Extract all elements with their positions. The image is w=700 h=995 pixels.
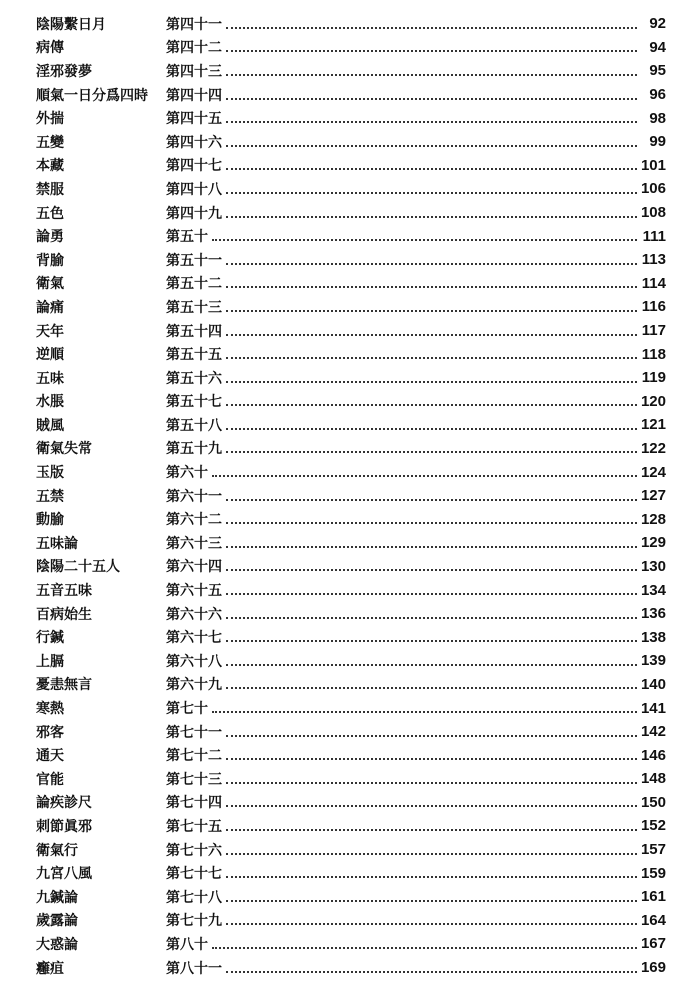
toc-entry-page: 98 [649,109,666,127]
toc-entry-title: 論痛 [36,299,64,316]
toc-entry-page: 95 [649,62,666,80]
toc-entry-page: 94 [649,38,666,56]
toc-entry[interactable] [36,578,666,602]
toc-entry-page: 119 [641,369,666,387]
toc-entry-chapter: 第五十七 [166,394,222,411]
toc-leader-dots [226,499,637,501]
toc-entry[interactable] [36,696,666,720]
toc-entry-page: 128 [640,510,666,528]
toc-entry-chapter: 第五十九 [166,441,222,458]
toc-entry-chapter: 第六十二 [166,512,222,529]
toc-leader-dots [226,404,637,406]
toc-entry-title: 論疾診尺 [36,795,92,812]
toc-entry-title: 禁服 [36,181,64,198]
toc-entry-page: 141 [640,699,666,717]
toc-entry[interactable] [36,767,666,791]
toc-leader-dots [226,617,637,619]
toc-entry-title: 背腧 [36,252,64,269]
toc-entry-chapter: 第五十五 [166,347,222,364]
toc-entry-title: 外揣 [36,111,64,128]
toc-entry-page: 130 [640,557,666,575]
toc-entry-page: 157 [640,841,666,859]
toc-entry[interactable] [36,248,666,272]
toc-entry[interactable] [36,625,666,649]
toc-entry-title: 憂恚無言 [36,677,92,694]
toc-leader-dots [226,168,637,170]
toc-entry[interactable] [36,390,666,414]
toc-leader-dots [226,334,637,336]
toc-entry-chapter: 第六十五 [166,583,222,600]
toc-leader-dots [226,735,637,737]
toc-leader-dots [226,805,637,807]
toc-entry[interactable] [36,720,666,744]
toc-entry-chapter: 第五十一 [166,252,222,269]
toc-entry[interactable] [36,602,666,626]
toc-entry[interactable] [36,177,666,201]
toc-entry-page: 111 [642,227,666,245]
toc-entry-page: 99 [649,133,666,151]
toc-entry[interactable] [36,201,666,225]
toc-entry[interactable] [36,106,666,130]
toc-entry-chapter: 第六十六 [166,606,222,623]
toc-entry-chapter: 第四十八 [166,181,222,198]
toc-entry[interactable] [36,649,666,673]
toc-entry-page: 139 [640,652,666,670]
toc-entry-page: 113 [641,251,666,269]
toc-entry-page: 124 [640,463,666,481]
toc-entry-title: 衛氣 [36,276,64,293]
toc-entry-chapter: 第七十九 [166,913,222,930]
toc-leader-dots [226,829,637,831]
toc-entry-chapter: 第四十六 [166,134,222,151]
toc-entry-chapter: 第四十七 [166,158,222,175]
toc-entry-title: 衛氣失常 [36,441,92,458]
toc-entry-title: 五味論 [36,535,78,552]
toc-leader-dots [226,216,637,218]
toc-entry-chapter: 第七十 [166,701,208,718]
toc-entry-title: 歲露論 [36,913,78,930]
toc-entry-chapter: 第四十五 [166,111,222,128]
toc-leader-dots [212,711,637,713]
toc-entry-title: 玉版 [36,465,64,482]
toc-leader-dots [226,381,637,383]
toc-leader-dots [226,428,637,430]
toc-entry[interactable] [36,885,666,909]
toc-leader-dots [226,664,637,666]
toc-entry[interactable] [36,130,666,154]
toc-leader-dots [226,758,637,760]
toc-entry-chapter: 第七十七 [166,866,222,883]
toc-entry-chapter: 第五十 [166,229,208,246]
toc-leader-dots [226,192,637,194]
toc-entry-chapter: 第四十三 [166,63,222,80]
toc-entry-title: 五色 [36,205,64,222]
toc-entry-title: 病傳 [36,40,64,57]
toc-leader-dots [226,876,637,878]
toc-entry-chapter: 第八十一 [166,960,222,977]
toc-entry-chapter: 第六十 [166,465,208,482]
toc-entry-page: 106 [640,180,666,198]
toc-entry-page: 148 [640,770,666,788]
toc-leader-dots [226,971,637,973]
toc-entry[interactable] [36,12,666,36]
toc-leader-dots [226,900,637,902]
toc-entry[interactable] [36,555,666,579]
toc-entry-page: 136 [640,605,666,623]
toc-entry-page: 101 [640,156,666,174]
toc-leader-dots [226,569,637,571]
toc-entry-chapter: 第七十八 [166,889,222,906]
toc-entry[interactable] [36,59,666,83]
toc-entry-page: 116 [641,298,666,316]
toc-entry-chapter: 第五十四 [166,323,222,340]
toc-entry-title: 衛氣行 [36,842,78,859]
toc-entry-title: 癰疽 [36,960,64,977]
toc-leader-dots [226,263,637,265]
toc-entry[interactable] [36,743,666,767]
toc-entry-title: 本藏 [36,158,64,175]
toc-entry-title: 動腧 [36,512,64,529]
toc-entry-title: 五禁 [36,488,64,505]
toc-entry-chapter: 第七十四 [166,795,222,812]
toc-entry[interactable] [36,272,666,296]
toc-entry-chapter: 第六十七 [166,630,222,647]
toc-entry-title: 賊風 [36,417,64,434]
toc-leader-dots [226,782,637,784]
toc-leader-dots [226,451,637,453]
toc-entry-chapter: 第六十八 [166,653,222,670]
toc-leader-dots [226,50,637,52]
toc-entry[interactable] [36,295,666,319]
toc-entry-chapter: 第七十五 [166,818,222,835]
toc-entry-chapter: 第七十一 [166,724,222,741]
toc-entry[interactable] [36,814,666,838]
toc-entry-page: 118 [641,345,666,363]
toc-entry[interactable] [36,36,666,60]
toc-entry-chapter: 第六十一 [166,488,222,505]
toc-entry-page: 150 [640,793,666,811]
toc-entry-page: 121 [640,416,666,434]
toc-leader-dots [226,145,637,147]
toc-entry-chapter: 第六十四 [166,559,222,576]
toc-entry-chapter: 第四十二 [166,40,222,57]
toc-leader-dots [226,357,637,359]
toc-entry-chapter: 第五十二 [166,276,222,293]
toc-entry-title: 邪客 [36,724,64,741]
toc-entry[interactable] [36,224,666,248]
toc-entry-page: 92 [649,15,666,33]
toc-leader-dots [226,640,637,642]
toc-entry[interactable] [36,484,666,508]
toc-entry-title: 上膈 [36,653,64,670]
toc-entry-page: 142 [640,723,666,741]
toc-leader-dots [226,74,637,76]
toc-entry-page: 169 [640,959,666,977]
toc-entry[interactable] [36,956,666,980]
toc-leader-dots [226,121,637,123]
toc-leader-dots [212,239,637,241]
toc-entry[interactable] [36,861,666,885]
toc-entry-chapter: 第五十八 [166,417,222,434]
toc-entry-title: 九宮八風 [36,866,92,883]
toc-entry-page: 134 [640,581,666,599]
toc-leader-dots [226,853,637,855]
toc-leader-dots [226,27,637,29]
toc-entry-page: 120 [640,392,666,410]
toc-entry-title: 官能 [36,771,64,788]
toc-leader-dots [212,475,637,477]
toc-entry-chapter: 第四十一 [166,16,222,33]
toc-entry-chapter: 第六十九 [166,677,222,694]
toc-entry-title: 水脹 [36,394,64,411]
toc-entry-page: 140 [640,675,666,693]
toc-entry[interactable] [36,366,666,390]
toc-entry-title: 百病始生 [36,606,92,623]
toc-entry-chapter: 第四十四 [166,87,222,104]
toc-entry[interactable] [36,154,666,178]
toc-entry-chapter: 第五十三 [166,299,222,316]
toc-entry-chapter: 第六十三 [166,535,222,552]
toc-entry-page: 146 [640,746,666,764]
toc-leader-dots [226,522,637,524]
toc-entry-title: 九鍼論 [36,889,78,906]
toc-leader-dots [226,310,637,312]
toc-entry-title: 陰陽繫日月 [36,16,106,33]
toc-leader-dots [226,687,637,689]
toc-entry-page: 167 [640,935,666,953]
toc-entry[interactable] [36,531,666,555]
toc-entry[interactable] [36,507,666,531]
toc-entry-title: 五音五味 [36,583,92,600]
toc-entry[interactable] [36,838,666,862]
toc-entry[interactable] [36,413,666,437]
toc-entry-page: 138 [640,628,666,646]
toc-entry-title: 順氣一日分爲四時 [36,87,148,104]
toc-entry-page: 127 [640,487,666,505]
toc-leader-dots [226,98,637,100]
toc-entry-title: 通天 [36,748,64,765]
toc-leader-dots [226,593,637,595]
toc-entry-page: 152 [640,817,666,835]
toc-entry-title: 陰陽二十五人 [36,559,120,576]
toc-entry-title: 逆順 [36,347,64,364]
toc-entry[interactable] [36,342,666,366]
toc-entry-title: 寒熱 [36,701,64,718]
toc-entry-chapter: 第四十九 [166,205,222,222]
toc-entry-page: 161 [640,888,666,906]
toc-entry-title: 五變 [36,134,64,151]
toc-entry-chapter: 第七十三 [166,771,222,788]
toc-entry[interactable] [36,932,666,956]
toc-leader-dots [226,286,637,288]
toc-entry-page: 164 [640,911,666,929]
toc-entry-page: 117 [641,322,666,340]
toc-entry[interactable] [36,437,666,461]
toc-entry-page: 159 [640,864,666,882]
toc-entry-page: 96 [649,86,666,104]
toc-entry-title: 論勇 [36,229,64,246]
toc-leader-dots [226,923,637,925]
toc-entry-title: 刺節眞邪 [36,818,92,835]
toc-entry-page: 122 [640,439,666,457]
toc-entry-chapter: 第五十六 [166,370,222,387]
toc-entry-title: 淫邪發夢 [36,63,92,80]
toc-entry[interactable] [36,319,666,343]
toc-entry-chapter: 第八十 [166,936,208,953]
toc-entry-page: 108 [640,204,666,222]
toc-entry[interactable] [36,460,666,484]
toc-leader-dots [212,947,637,949]
toc-entry-title: 五味 [36,370,64,387]
toc-entry[interactable] [36,909,666,933]
toc-entry-title: 大惑論 [36,936,78,953]
toc-leader-dots [226,546,637,548]
toc-entry[interactable] [36,83,666,107]
toc-entry-title: 天年 [36,323,64,340]
toc-entry[interactable] [36,791,666,815]
toc-entry-chapter: 第七十六 [166,842,222,859]
toc-entry[interactable] [36,673,666,697]
toc-entry-page: 129 [640,534,666,552]
table-of-contents [36,12,666,979]
toc-entry-page: 114 [641,274,666,292]
toc-entry-title: 行鍼 [36,630,64,647]
toc-entry-chapter: 第七十二 [166,748,222,765]
